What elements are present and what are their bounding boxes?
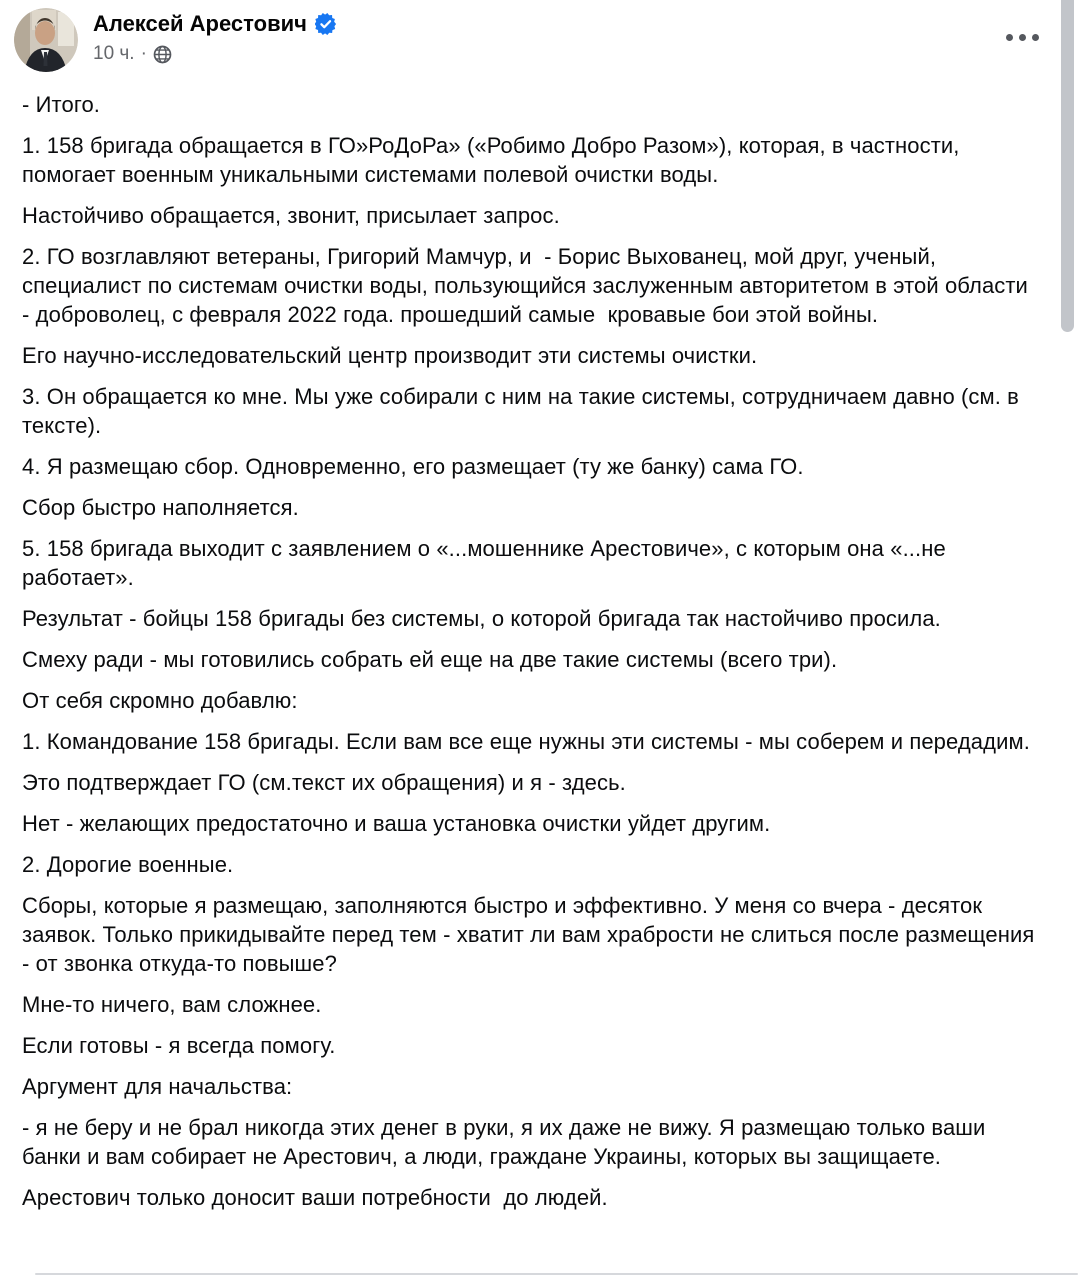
post-paragraph: 4. Я размещаю сбор. Одновременно, его размещает (ту же банку) сама ГО. bbox=[22, 454, 804, 479]
post-paragraph: Сбор быстро наполняется. bbox=[22, 495, 299, 520]
post-paragraph: 2. Дорогие военные. bbox=[22, 852, 234, 877]
post-paragraph: Смеху ради - мы готовились собрать ей еще на две такие системы (всего три). bbox=[22, 647, 838, 672]
ellipsis-icon bbox=[1032, 34, 1039, 41]
post-paragraph: Нет - желающих предостаточно и ваша установка очистки уйдет другим. bbox=[22, 811, 771, 836]
post-paragraph: Это подтверждает ГО (см.текст их обращения) и я - здесь. bbox=[22, 770, 626, 795]
meta-row bbox=[93, 43, 337, 65]
post-paragraph: Настойчиво обращается, звонит, присылает запрос. bbox=[22, 203, 560, 228]
name-row bbox=[93, 10, 337, 38]
post-paragraph: Результат - бойцы 158 бригады без системы, о которой бригада так настойчиво просила. bbox=[22, 606, 941, 631]
post-menu-button[interactable] bbox=[998, 22, 1046, 52]
avatar[interactable] bbox=[14, 8, 78, 72]
post-timestamp[interactable]: 10 ч. bbox=[93, 43, 135, 64]
post-paragraph: Аргумент для начальства: bbox=[22, 1074, 293, 1099]
verified-badge-icon bbox=[315, 13, 337, 35]
post-text bbox=[0, 78, 1078, 1212]
post-paragraph: 2. ГО возглавляют ветераны, Григорий Мамчур, и - Борис Выхованец, мой друг, ученый, специалист по системам очистки воды, пользующийся заслуженным авторитетом в этой области - доброволец, с февраля 2022 года. прошедший самые кровавые бои этой войны. bbox=[22, 244, 1035, 327]
post-paragraph: Его научно-исследовательский центр производит эти системы очистки. bbox=[22, 343, 758, 368]
globe-icon bbox=[153, 45, 172, 64]
post-paragraph: 5. 158 бригада выходит с заявлением о «...мошеннике Арестовиче», с которым она «...не работает». bbox=[22, 536, 953, 590]
post-paragraph: - я не беру и не брал никогда этих денег в руки, я их даже не вижу. Я размещаю только ваши банки и вам собирает не Арестович, а люди, граждане Украины, которых вы защищаете. bbox=[22, 1115, 992, 1169]
bottom-divider bbox=[35, 1273, 1078, 1275]
ellipsis-icon bbox=[1006, 34, 1013, 41]
post-paragraph: Мне-то ничего, вам сложнее. bbox=[22, 992, 322, 1017]
author-name[interactable]: Алексей Арестович bbox=[93, 11, 307, 36]
post-paragraph: Если готовы - я всегда помогу. bbox=[22, 1033, 336, 1058]
post-header bbox=[0, 0, 1078, 78]
ellipsis-icon bbox=[1019, 34, 1026, 41]
meta-separator: · bbox=[140, 43, 147, 64]
post-paragraph: Сборы, которые я размещаю, заполняются быстро и эффективно. У меня со вчера - десяток заявок. Только прикидывайте перед тем - хватит ли вам храбрости не слиться после размещения - от звонка откуда-то повыше? bbox=[22, 893, 1041, 976]
profile-photo-icon bbox=[14, 8, 78, 72]
post-paragraph: От себя скромно добавлю: bbox=[22, 688, 298, 713]
post-paragraph: - Итого. bbox=[22, 92, 101, 117]
post-paragraph: Арестович только доносит ваши потребности до людей. bbox=[22, 1185, 608, 1210]
post-paragraph: 1. 158 бригада обращается в ГО»РоДоРа» («Робимо Добро Разом»), которая, в частности, помогает военным уникальными системами полевой очистки воды. bbox=[22, 133, 966, 187]
post-paragraph: 1. Командование 158 бригады. Если вам все еще нужны эти системы - мы соберем и передадим. bbox=[22, 729, 1030, 754]
header-info bbox=[93, 8, 337, 65]
post-paragraph: 3. Он обращается ко мне. Мы уже собирали с ним на такие системы, сотрудничаем давно (см. в тексте). bbox=[22, 384, 1026, 438]
scrollbar-thumb[interactable] bbox=[1061, 0, 1074, 332]
